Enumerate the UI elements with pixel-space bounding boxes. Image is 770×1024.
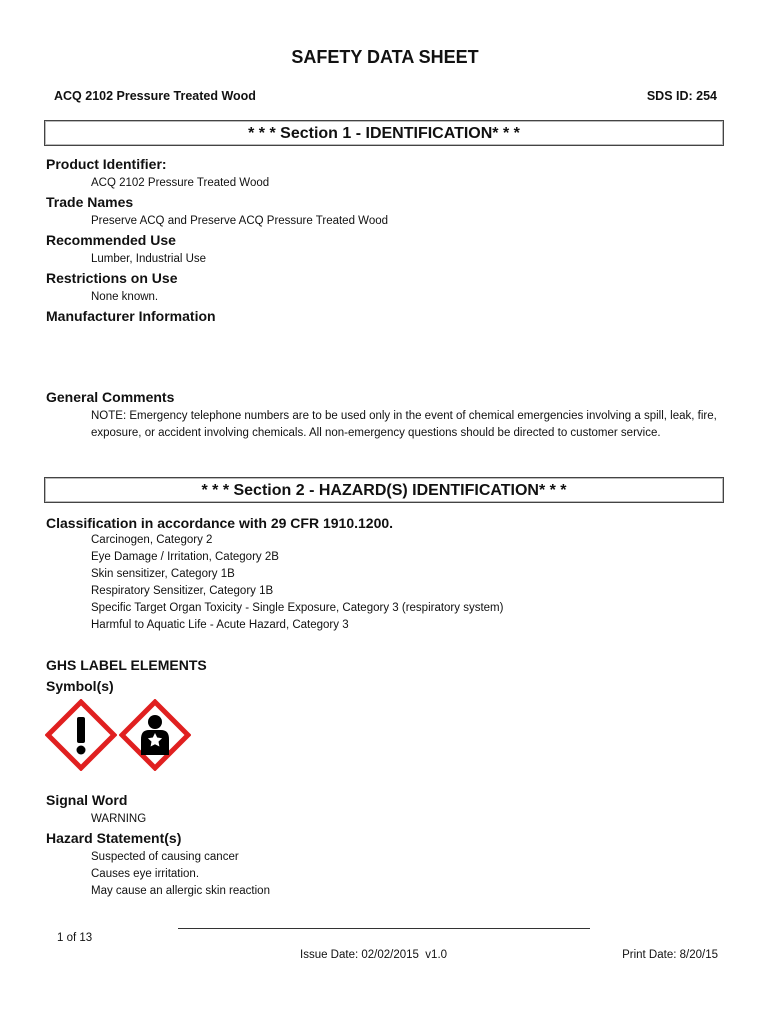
trade-names-value: Preserve ACQ and Preserve ACQ Pressure Treated Wood — [91, 215, 389, 227]
symbols-label: Symbol(s) — [46, 678, 114, 694]
list-item: May cause an allergic skin reaction — [91, 885, 270, 897]
product-identifier-value: ACQ 2102 Pressure Treated Wood — [91, 177, 270, 189]
restrictions-value: None known. — [91, 291, 159, 303]
section-2-heading: * * * Section 2 - HAZARD(S) IDENTIFICATION* * * — [44, 477, 724, 503]
hazard-statements-label: Hazard Statement(s) — [46, 830, 182, 846]
signal-word-label: Signal Word — [46, 792, 128, 808]
restrictions-label: Restrictions on Use — [46, 270, 178, 286]
signal-word-value: WARNING — [91, 813, 147, 825]
product-identifier-label: Product Identifier: — [46, 156, 167, 172]
list-item: Eye Damage / Irritation, Category 2B — [91, 551, 279, 563]
list-item: Specific Target Organ Toxicity - Single Exposure, Category 3 (respiratory system) — [91, 602, 504, 614]
list-item: Harmful to Aquatic Life - Acute Hazard, Category 3 — [91, 619, 349, 631]
ghs-label-elements: GHS LABEL ELEMENTS — [46, 657, 207, 673]
general-comments-value: NOTE: Emergency telephone numbers are to be used only in the event of chemical emergencies involving a spill, leak, fire, exposure, or accident involving chemicals. All non-emergency questions should be directed to customer service. — [91, 410, 717, 439]
manufacturer-info-label: Manufacturer Information — [46, 308, 216, 324]
hazard-statements-list — [91, 849, 270, 900]
list-item: Respiratory Sensitizer, Category 1B — [91, 585, 274, 597]
header-sds-id: SDS ID: 254 — [646, 89, 717, 103]
list-item: Skin sensitizer, Category 1B — [91, 568, 235, 580]
trade-names-label: Trade Names — [46, 194, 134, 210]
health-hazard-icon — [119, 699, 191, 771]
page-number: 1 of 13 — [57, 932, 93, 944]
print-date: Print Date: 8/20/15 — [622, 949, 718, 961]
section-1-heading: * * * Section 1 - IDENTIFICATION* * * — [44, 120, 724, 146]
footer-divider — [178, 928, 590, 929]
classification-label: Classification in accordance with 29 CFR 1910.1200. — [46, 515, 394, 531]
list-item: Causes eye irritation. — [91, 868, 200, 880]
recommended-use-value: Lumber, Industrial Use — [91, 253, 207, 265]
list-item: Carcinogen, Category 2 — [91, 534, 213, 546]
issue-date: Issue Date: 02/02/2015 v1.0 — [300, 949, 448, 961]
general-comments-label: General Comments — [46, 389, 175, 405]
list-item: Suspected of causing cancer — [91, 851, 239, 863]
recommended-use-label: Recommended Use — [46, 232, 176, 248]
document-title: SAFETY DATA SHEET — [291, 47, 479, 67]
exclamation-mark-icon — [45, 699, 117, 771]
header-product-name: ACQ 2102 Pressure Treated Wood — [54, 89, 256, 103]
classification-list — [91, 532, 503, 634]
